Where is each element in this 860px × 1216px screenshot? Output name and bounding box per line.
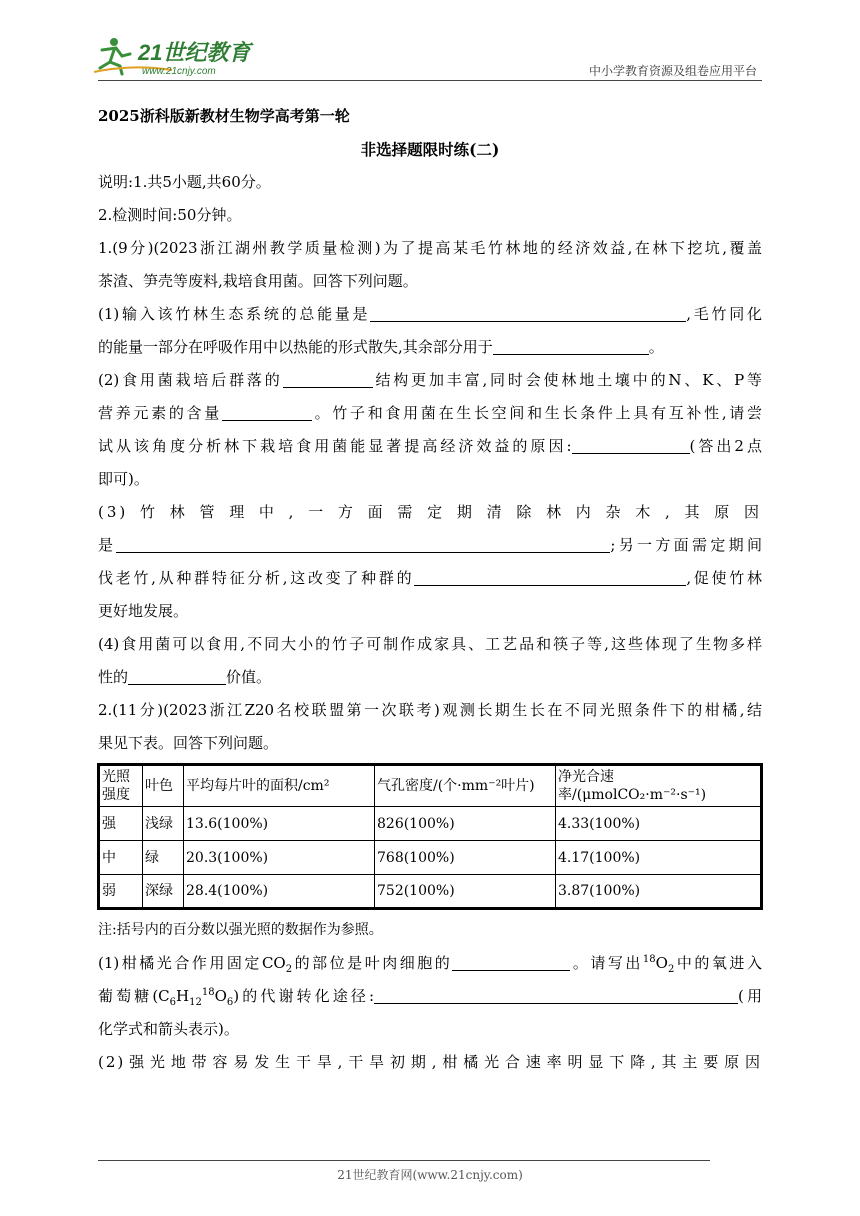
table-header-cell: 叶色 [143, 765, 184, 807]
instruction-2: 2.检测时间:50分钟。 [98, 206, 242, 224]
q1-p4-text-b: 性的 [98, 668, 129, 686]
q2-p1-text-g: H [176, 987, 190, 1005]
q1-part2-line3 [98, 430, 762, 463]
table-cell: 20.3(100%) [184, 841, 375, 875]
series-title: 2025浙科版新教材生物学高考第一轮 [98, 107, 350, 125]
q2-part1-line2: 葡萄糖$(C_6H_{12}^{18}O_6)$的代谢转化途径: (用 [98, 987, 762, 1008]
q1-p2-text-c: 营养元素的含量 [98, 404, 222, 422]
q1-p2-text-d: 。竹子和食用菌在生长空间和生长条件上具有互补性,请尝 [311, 404, 762, 422]
answer-blank[interactable] [374, 987, 738, 1004]
q2-p1-text-j: (用 [738, 987, 762, 1005]
q1-p1-text-a: (1)输入该竹林生态系统的总能量是 [98, 305, 371, 323]
table-cell: 752(100%) [375, 875, 556, 909]
table-header-row [99, 765, 762, 807]
table-cell: 绿 [143, 841, 184, 875]
svg-text:www.21cnjy.com: www.21cnjy.com [142, 66, 216, 77]
table-cell: 826(100%) [375, 807, 556, 841]
table-header-cell: 平均每片叶的面积/cm² [184, 765, 375, 807]
answer-blank[interactable] [414, 569, 686, 586]
q2-part2-line1: (2)强光地带容易发生干旱,干旱初期,柑橘光合速率明显下降,其主要原因 [98, 1053, 762, 1071]
answer-blank[interactable] [128, 668, 226, 685]
q2-stem-line2: 果见下表。回答下列问题。 [98, 734, 279, 752]
q2-p1-text-b: 的部位是叶肉细胞的 [292, 954, 453, 972]
q2-p1-text-i: )的代谢转化途径: [233, 987, 375, 1005]
table-row [99, 875, 762, 909]
answer-blank[interactable] [452, 954, 570, 971]
q1-p3-text-d: 伐老竹,从种群特征分析,这改变了种群的 [98, 569, 415, 587]
q1-part2-line2 [98, 397, 762, 430]
q1-part2-line1 [98, 364, 762, 397]
citrus-light-table [97, 763, 763, 910]
q1-p1-text-b: ,毛竹同化 [686, 305, 762, 323]
q2-p1-text-f: 葡萄糖(C [98, 987, 170, 1005]
table-cell: 浅绿 [143, 807, 184, 841]
q2-p1-text-c: 。请写出 [570, 954, 643, 972]
q1-part1-line1 [98, 298, 762, 331]
q1-part2-line4: 即可)。 [98, 470, 149, 488]
q2-stem-line1: 2.(11分)(2023浙江Z20名校联盟第一次联考)观测长期生长在不同光照条件下的柑橘,结 [98, 701, 762, 719]
q1-p1-text-c: 的能量一部分在呼吸作用中以热能的形式散失,其余部分用于 [98, 338, 493, 356]
footer-divider [98, 1160, 710, 1161]
header-divider [98, 80, 762, 81]
answer-blank[interactable] [493, 338, 649, 355]
q1-part3-line2 [98, 529, 762, 562]
answer-blank[interactable] [572, 437, 690, 454]
q1-part4-line2 [98, 661, 762, 694]
answer-blank[interactable] [222, 404, 312, 421]
table-cell: 28.4(100%) [184, 875, 375, 909]
table-row [99, 841, 762, 875]
table-cell: 深绿 [143, 875, 184, 909]
table-cell: 4.33(100%) [556, 807, 762, 841]
q1-part3-line3 [98, 562, 762, 595]
q2-p1-text-d: O [655, 954, 668, 972]
table-header-cell: 光照强度 [99, 765, 143, 807]
page-footer: 21世纪教育网(www.21cnjy.com) [337, 1168, 523, 1182]
table-cell: 3.87(100%) [556, 875, 762, 909]
table-cell: 中 [99, 841, 143, 875]
q1-part3-line4: 更好地发展。 [98, 602, 189, 620]
document-body [98, 100, 762, 1079]
q1-p3-text-e: ,促使竹林 [686, 569, 762, 587]
q1-p3-text-b: 是 [98, 536, 117, 554]
table-cell: 13.6(100%) [184, 807, 375, 841]
table-cell: 强 [99, 807, 143, 841]
page-header [0, 0, 860, 82]
q2-p1-text-h: O [214, 987, 227, 1005]
q1-p4-text-c: 价值。 [226, 668, 272, 686]
q1-part1-line2 [98, 331, 762, 364]
platform-name: 中小学教育资源及组卷应用平台 [588, 64, 757, 78]
table-cell: 弱 [99, 875, 143, 909]
q1-stem-line2: 茶渣、笋壳等废料,栽培食用菌。回答下列问题。 [98, 272, 418, 290]
q1-p2-text-a: (2)食用菌栽培后群落的 [98, 371, 283, 389]
q1-part4-line1: (4)食用菌可以食用,不同大小的竹子可制作成家具、工艺品和筷子等,这些体现了生物多样 [98, 635, 762, 653]
q1-part3-line1: (3)竹林管理中,一方面需定期清除林内杂木,其原因 [98, 503, 762, 521]
q2-p1-text-e: 中的氧进入 [674, 954, 762, 972]
q2-part1-line1: (1)柑橘光合作用固定$CO_2$的部位是叶肉细胞的 。请写出$^{18}O_2$中的氧进入 [98, 954, 762, 975]
answer-blank[interactable] [116, 536, 610, 553]
svg-text:21世纪教育: 21世纪教育 [138, 40, 251, 65]
q2-part1-line3: 化学式和箭头表示)。 [98, 1020, 239, 1038]
q1-stem-line1: 1.(9分)(2023浙江湖州教学质量检测)为了提高某毛竹林地的经济效益,在林下挖坑,覆盖 [98, 239, 762, 257]
instruction-1: 说明:1.共5小题,共60分。 [98, 173, 271, 191]
q1-p2-text-b: 结构更加丰富,同时会使林地土壤中的N、K、P等 [372, 371, 763, 389]
table-note: 注:括号内的百分数以强光照的数据作为参照。 [98, 922, 383, 938]
table-cell: 768(100%) [375, 841, 556, 875]
answer-blank[interactable] [370, 305, 686, 322]
table-header-cell: 净光合速率/(μmolCO₂·m⁻²·s⁻¹) [556, 765, 762, 807]
q1-p2-text-e: 试从该角度分析林下栽培食用菌能显著提高经济效益的原因: [98, 437, 572, 455]
21cnjy-logo [92, 36, 262, 78]
answer-blank[interactable] [283, 371, 373, 388]
table-cell: 4.17(100%) [556, 841, 762, 875]
table-row [99, 807, 762, 841]
q1-p3-text-c: ;另一方面需定期间 [610, 536, 762, 554]
q1-p2-text-f: (答出2点 [689, 437, 762, 455]
q1-p1-text-d: 。 [648, 338, 664, 356]
page-title: 非选择题限时练(二) [360, 140, 500, 159]
table-header-cell: 气孔密度/(个·mm⁻²叶片) [375, 765, 556, 807]
q2-p1-text-a: (1)柑橘光合作用固定CO [98, 954, 286, 972]
